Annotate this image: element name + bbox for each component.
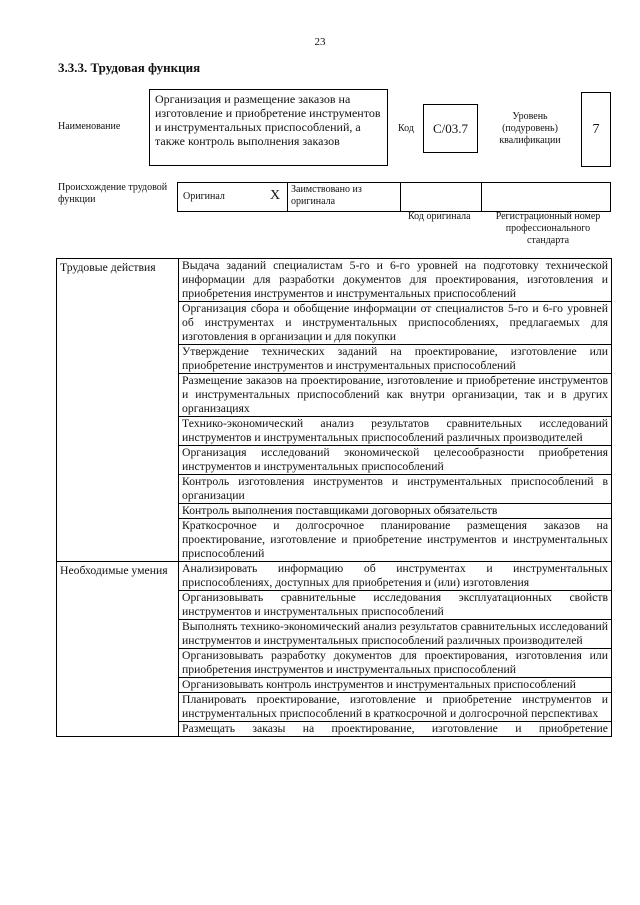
table-row — [57, 562, 612, 591]
borrowed-cell: Заимствовано из оригинала — [287, 182, 401, 212]
list-item: Контроль изготовления инструментов и инструментальных приспособлений в организации — [179, 475, 612, 504]
reg-number-cell — [481, 182, 611, 212]
page-number: 23 — [314, 36, 326, 48]
list-item: Организовывать сравнительные исследования эксплуатационных свойств инструментов и инструментальных приспособлений — [179, 591, 612, 620]
list-item: Утверждение технических заданий на проектирование, изготовление или приобретение инструментов и инструментальных приспособлений — [179, 345, 612, 374]
list-item: Технико-экономический анализ результатов сравнительных исследований инструментов и инструментальных приспособлений различных производителей — [179, 417, 612, 446]
list-item: Анализировать информацию об инструментах и инструментальных приспособлениях, доступных для приобретения и (или) изготовления — [179, 562, 612, 591]
list-item: Организация исследований экономической целесообразности приобретения инструментов и инструментальных приспособлений — [179, 446, 612, 475]
name-label: Наименование — [58, 121, 121, 132]
level-label: Уровень (подуровень) квалификации — [499, 111, 561, 146]
code-original-label: Код оригинала — [408, 211, 471, 222]
list-item: Краткосрочное и долгосрочное планирование размещения заказов на проектирование, изготовление и приобретение инструментов и инструментальных приспособлений — [179, 519, 612, 562]
original-label: Оригинал — [183, 191, 225, 202]
table-row — [57, 259, 612, 302]
function-name-box: Организация и размещение заказов на изготовление и приобретение инструментов и инструментальных приспособлений, а также контроль выполнения заказов — [149, 89, 388, 166]
list-item: Организовывать разработку документов для проектирования, изготовления или приобретения инструментов и инструментальных приспособлений — [179, 649, 612, 678]
list-item: Планировать проектирование, изготовление и приобретение инструментов и инструментальных приспособлений в краткосрочной и долгосрочной перспективах — [179, 693, 612, 722]
origin-row — [177, 182, 611, 212]
list-item: Размещать заказы на проектирование, изготовление и приобретение — [179, 722, 612, 737]
code-original-cell — [400, 182, 482, 212]
list-item: Выполнять технико-экономический анализ результатов сравнительных исследований инструментов и инструментальных приспособлений различных производителей — [179, 620, 612, 649]
section-title: 3.3.3. Трудовая функция — [58, 60, 201, 75]
function-table — [56, 258, 612, 737]
row-label-skills: Необходимые умения — [57, 562, 179, 737]
list-item: Размещение заказов на проектирование, изготовление и приобретение инструментов и инструментальных приспособлений как внутри организации, так и в других организациях — [179, 374, 612, 417]
function-code-box: С/03.7 — [423, 104, 478, 153]
level-value-box: 7 — [581, 92, 611, 167]
origin-label: Происхождение трудовой функции — [58, 182, 168, 205]
list-item: Организация сбора и обобщение информации от специалистов 5-го и 6-го уровней об инструментах и инструментальных приспособлениях, предлагаемых для изготовления в организации и для покупки — [179, 302, 612, 345]
row-label-actions: Трудовые действия — [57, 259, 179, 562]
code-label: Код — [398, 123, 414, 134]
reg-number-label: Регистрационный номер профессионального стандарта — [495, 211, 601, 246]
list-item: Организовывать контроль инструментов и инструментальных приспособлений — [179, 678, 612, 693]
list-item: Выдача заданий специалистам 5-го и 6-го уровней на подготовку технической информации для разработки документов для проектирования, изготовления и приобретения инструментов и инструментальных приспособлений — [179, 259, 612, 302]
original-mark: X — [270, 188, 281, 203]
list-item: Контроль выполнения поставщиками договорных обязательств — [179, 504, 612, 519]
original-cell — [177, 182, 288, 212]
